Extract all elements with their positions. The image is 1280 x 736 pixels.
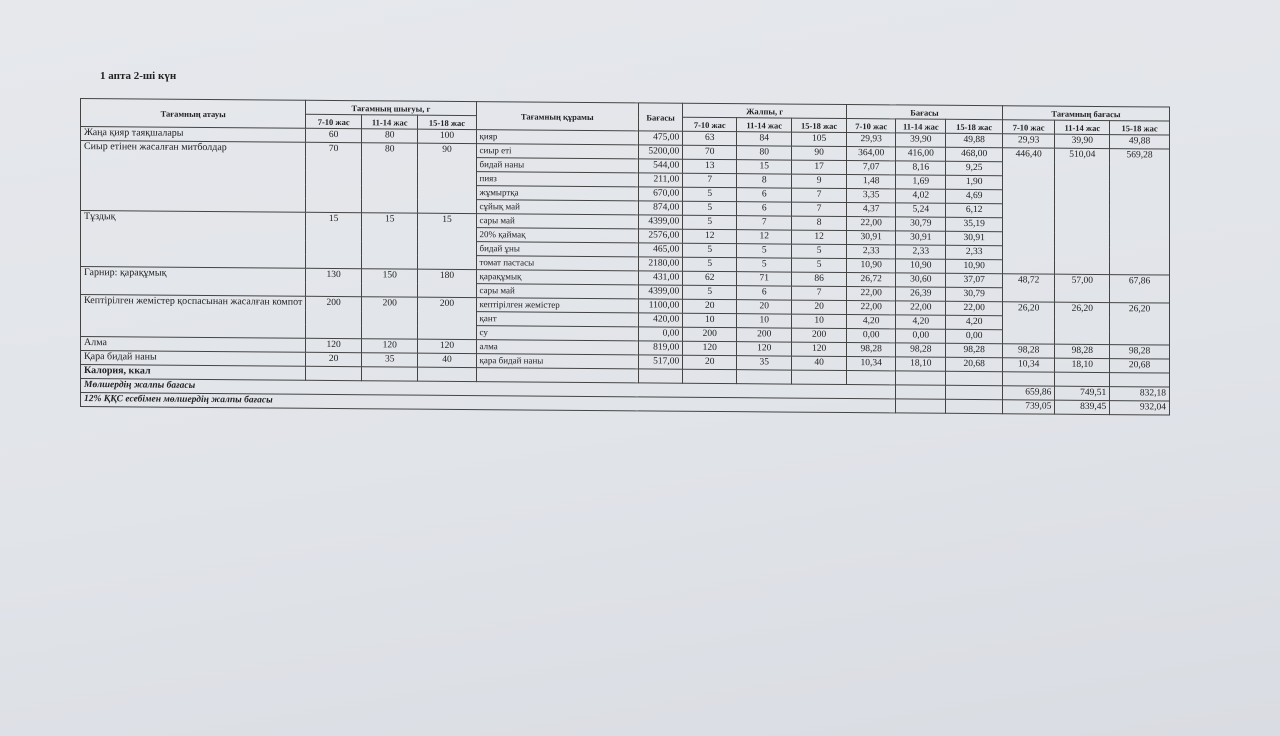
cost-cell: 22,00: [847, 287, 896, 301]
menu-cost-table: [80, 98, 1170, 416]
cost-cell: 22,00: [896, 301, 946, 315]
empty-cell: [896, 399, 946, 413]
cost-cell: 364,00: [847, 147, 896, 161]
cost-cell: 26,72: [847, 273, 896, 287]
grams-cell: 40: [792, 356, 847, 370]
age-header: 7-10 жас: [306, 114, 362, 128]
output-cell: 15: [418, 213, 476, 269]
cost-cell: 98,28: [847, 343, 896, 357]
dish-price-cell: 98,28: [1055, 344, 1110, 358]
ingredient-cell: қияр: [476, 130, 638, 145]
age-header: 7-10 жас: [1002, 120, 1054, 134]
grams-cell: 120: [792, 342, 847, 356]
output-cell: 120: [418, 339, 476, 353]
cost-cell: 9,25: [946, 161, 1003, 175]
grams-cell: 10: [683, 313, 737, 327]
age-header: 7-10 жас: [683, 117, 737, 131]
empty-cell: [946, 371, 1003, 385]
grams-cell: 200: [737, 328, 792, 342]
grams-cell: 5: [683, 187, 737, 201]
page-heading: 1 апта 2-ші күн: [100, 70, 177, 82]
cost-cell: 18,10: [896, 357, 946, 371]
age-header: 15-18 жас: [792, 118, 847, 132]
cost-cell: 30,91: [946, 231, 1003, 245]
cost-cell: 0,00: [896, 329, 946, 343]
ingredient-cell: томат пастасы: [476, 256, 638, 271]
output-cell: 200: [306, 296, 362, 338]
ingredient-cell: қант: [476, 312, 638, 327]
grams-cell: 15: [737, 160, 792, 174]
cost-cell: 98,28: [896, 343, 946, 357]
cost-cell: 4,20: [847, 315, 896, 329]
output-cell: 70: [306, 142, 362, 212]
cost-cell: 30,79: [896, 217, 946, 231]
price-cell: 819,00: [638, 341, 682, 355]
empty-cell: [362, 367, 418, 381]
grams-cell: 6: [737, 286, 792, 300]
age-header: 11-14 жас: [362, 115, 418, 129]
cost-cell: 37,07: [946, 273, 1003, 287]
ingredient-cell: кептірілген жемістер: [476, 298, 638, 313]
grams-cell: 84: [737, 132, 792, 146]
empty-cell: [1110, 373, 1170, 387]
output-cell: 60: [306, 128, 362, 142]
output-cell: 15: [362, 213, 418, 269]
grams-cell: 200: [792, 328, 847, 342]
output-cell: 35: [362, 353, 418, 367]
price-cell: 0,00: [638, 327, 682, 341]
cost-cell: 1,48: [847, 175, 896, 189]
grams-cell: 12: [683, 229, 737, 243]
grams-cell: 17: [792, 160, 847, 174]
total-value-cell: 932,04: [1110, 401, 1170, 415]
empty-cell: [946, 385, 1003, 399]
price-cell: 670,00: [638, 187, 682, 201]
dish-price-cell: 26,20: [1002, 302, 1054, 344]
grams-cell: 5: [683, 285, 737, 299]
age-header: 11-14 жас: [1055, 120, 1110, 134]
ingredient-cell: жұмыртқа: [476, 186, 638, 201]
cost-cell: 22,00: [946, 301, 1003, 315]
cost-cell: 22,00: [847, 217, 896, 231]
dish-name-cell: Сиыр етінен жасалған митболдар: [81, 141, 306, 213]
grams-cell: 8: [792, 216, 847, 230]
empty-cell: [737, 370, 792, 384]
ingredient-cell: бидай наны: [476, 158, 638, 173]
calorie-label: Калория, ккал: [81, 365, 306, 381]
header-dish-price: Тағамның бағасы: [1002, 106, 1169, 121]
price-cell: 544,00: [638, 159, 682, 173]
empty-cell: [306, 366, 362, 380]
cost-cell: 6,12: [946, 203, 1003, 217]
cost-cell: 3,35: [847, 189, 896, 203]
empty-cell: [476, 368, 638, 383]
price-cell: 211,00: [638, 173, 682, 187]
empty-cell: [1055, 372, 1110, 386]
grams-cell: 12: [737, 230, 792, 244]
price-cell: 465,00: [638, 243, 682, 257]
grams-cell: 13: [683, 159, 737, 173]
grams-cell: 10: [792, 314, 847, 328]
grams-cell: 7: [737, 216, 792, 230]
price-cell: 4399,00: [638, 215, 682, 229]
grams-cell: 5: [683, 201, 737, 215]
grams-cell: 70: [683, 145, 737, 159]
output-cell: 200: [362, 297, 418, 339]
cost-cell: 4,20: [946, 315, 1003, 329]
ingredient-cell: сиыр еті: [476, 144, 638, 159]
cost-cell: 30,91: [847, 231, 896, 245]
ingredient-cell: су: [476, 326, 638, 341]
cost-cell: 30,60: [896, 273, 946, 287]
dish-price-cell: 569,28: [1110, 149, 1170, 275]
cost-cell: 20,68: [946, 357, 1003, 371]
age-header: 15-18 жас: [418, 115, 476, 129]
dish-name-cell: Гарнир: қарақұмық: [81, 267, 306, 297]
header-cost: Бағасы: [847, 105, 1003, 120]
dish-name-cell: Жаңа қияр таяқшалары: [81, 127, 306, 143]
grams-cell: 20: [737, 300, 792, 314]
price-cell: 517,00: [638, 355, 682, 369]
grams-cell: 6: [737, 202, 792, 216]
cost-cell: 4,37: [847, 203, 896, 217]
cost-cell: 0,00: [847, 329, 896, 343]
grams-cell: 7: [683, 173, 737, 187]
dish-name-cell: Алма: [81, 337, 306, 353]
grams-cell: 5: [792, 258, 847, 272]
output-cell: 120: [362, 339, 418, 353]
price-cell: 431,00: [638, 271, 682, 285]
cost-cell: 2,33: [896, 245, 946, 259]
empty-cell: [683, 369, 737, 383]
grams-cell: 10: [737, 314, 792, 328]
cost-cell: 2,33: [946, 245, 1003, 259]
grams-cell: 8: [737, 174, 792, 188]
output-cell: 130: [306, 268, 362, 296]
cost-cell: 10,90: [946, 259, 1003, 273]
grams-cell: 7: [792, 188, 847, 202]
dish-price-cell: 67,86: [1110, 275, 1170, 303]
header-total-grams: Жалпы, г: [683, 103, 847, 118]
output-cell: 80: [362, 129, 418, 143]
grams-cell: 5: [792, 244, 847, 258]
output-cell: 150: [362, 269, 418, 297]
grams-cell: 20: [683, 355, 737, 369]
empty-cell: [847, 371, 896, 385]
cost-cell: 7,07: [847, 161, 896, 175]
grams-cell: 105: [792, 132, 847, 146]
grams-cell: 5: [683, 215, 737, 229]
cost-cell: 2,33: [847, 245, 896, 259]
cost-cell: 10,90: [896, 259, 946, 273]
dish-price-cell: 26,20: [1110, 303, 1170, 345]
grams-cell: 90: [792, 146, 847, 160]
grams-cell: 5: [737, 244, 792, 258]
cost-cell: 10,90: [847, 259, 896, 273]
price-cell: 2180,00: [638, 257, 682, 271]
cost-cell: 49,88: [946, 133, 1003, 147]
grams-cell: 7: [792, 202, 847, 216]
dish-name-cell: Тұздық: [81, 211, 306, 269]
cost-cell: 30,79: [946, 287, 1003, 301]
grams-cell: 9: [792, 174, 847, 188]
empty-cell: [946, 399, 1003, 413]
empty-cell: [1002, 372, 1054, 386]
ingredient-cell: бидай ұны: [476, 242, 638, 257]
price-cell: 475,00: [638, 131, 682, 145]
grams-cell: 35: [737, 356, 792, 370]
total-label: 12% ҚҚС есебімен мөлшердің жалпы бағасы: [81, 393, 896, 413]
cost-cell: 416,00: [896, 147, 946, 161]
cost-cell: 5,24: [896, 203, 946, 217]
output-cell: 180: [418, 269, 476, 297]
total-value-cell: 839,45: [1055, 400, 1110, 414]
grams-cell: 20: [792, 300, 847, 314]
ingredient-cell: сары май: [476, 284, 638, 299]
empty-cell: [418, 367, 476, 381]
age-header: 11-14 жас: [896, 119, 946, 133]
age-header: 11-14 жас: [737, 118, 792, 132]
price-cell: 1100,00: [638, 299, 682, 313]
grams-cell: 71: [737, 272, 792, 286]
header-dish-name: Тағамның атауы: [81, 99, 306, 129]
dish-price-cell: 26,20: [1055, 302, 1110, 344]
grams-cell: 5: [737, 258, 792, 272]
ingredient-cell: қара бидай наны: [476, 354, 638, 369]
cost-cell: 4,02: [896, 189, 946, 203]
header-price: Бағасы: [638, 103, 682, 131]
total-label: Мөлшердің жалпы бағасы: [81, 379, 896, 399]
output-cell: 15: [306, 212, 362, 268]
cost-cell: 1,69: [896, 175, 946, 189]
dish-price-cell: 98,28: [1002, 344, 1054, 358]
dish-price-cell: 57,00: [1055, 274, 1110, 302]
dish-name-cell: Кептірілген жемістер қоспасынан жасалған компот: [81, 295, 306, 339]
grams-cell: 7: [792, 286, 847, 300]
total-value-cell: 749,51: [1055, 386, 1110, 400]
total-value-cell: 739,05: [1002, 400, 1054, 414]
cost-cell: 26,39: [896, 287, 946, 301]
dish-price-cell: 18,10: [1055, 358, 1110, 372]
grams-cell: 63: [683, 131, 737, 145]
grams-cell: 120: [737, 342, 792, 356]
grams-cell: 200: [683, 327, 737, 341]
output-cell: 100: [418, 129, 476, 143]
price-cell: 420,00: [638, 313, 682, 327]
ingredient-cell: алма: [476, 340, 638, 355]
cost-cell: 35,19: [946, 217, 1003, 231]
cost-cell: 1,90: [946, 175, 1003, 189]
empty-cell: [792, 370, 847, 384]
cost-cell: 10,34: [847, 357, 896, 371]
ingredient-cell: сұйық май: [476, 200, 638, 215]
cost-cell: 39,90: [896, 133, 946, 147]
ingredient-cell: қарақұмық: [476, 270, 638, 285]
cost-cell: 30,91: [896, 231, 946, 245]
grams-cell: 80: [737, 146, 792, 160]
empty-cell: [896, 371, 946, 385]
cost-cell: 0,00: [946, 329, 1003, 343]
dish-price-cell: 446,40: [1002, 148, 1054, 274]
cost-cell: 8,16: [896, 161, 946, 175]
price-cell: 2576,00: [638, 229, 682, 243]
cost-cell: 468,00: [946, 147, 1003, 161]
dish-price-cell: 10,34: [1002, 358, 1054, 372]
dish-name-cell: Қара бидай наны: [81, 351, 306, 367]
price-cell: 5200,00: [638, 145, 682, 159]
cost-cell: 4,69: [946, 189, 1003, 203]
ingredient-cell: пияз: [476, 172, 638, 187]
empty-cell: [638, 369, 682, 383]
grams-cell: 20: [683, 299, 737, 313]
price-cell: 874,00: [638, 201, 682, 215]
dish-price-cell: 20,68: [1110, 359, 1170, 373]
header-output: Тағамның шығуы, г: [306, 100, 476, 115]
header-composition: Тағамның құрамы: [476, 102, 638, 131]
grams-cell: 62: [683, 271, 737, 285]
ingredient-cell: сары май: [476, 214, 638, 229]
total-value-cell: 832,18: [1110, 387, 1170, 401]
grams-cell: 5: [683, 243, 737, 257]
dish-price-cell: 510,04: [1055, 148, 1110, 274]
age-header: 15-18 жас: [946, 119, 1003, 133]
dish-price-cell: 48,72: [1002, 274, 1054, 302]
age-header: 15-18 жас: [1110, 121, 1170, 135]
grams-cell: 120: [683, 341, 737, 355]
cost-cell: 98,28: [946, 343, 1003, 357]
dish-price-cell: 29,93: [1002, 134, 1054, 148]
ingredient-cell: 20% қаймақ: [476, 228, 638, 243]
grams-cell: 86: [792, 272, 847, 286]
output-cell: 40: [418, 353, 476, 367]
dish-price-cell: 49,88: [1110, 135, 1170, 149]
grams-cell: 6: [737, 188, 792, 202]
output-cell: 120: [306, 338, 362, 352]
cost-cell: 4,20: [896, 315, 946, 329]
output-cell: 80: [362, 143, 418, 213]
empty-cell: [896, 385, 946, 399]
total-value-cell: 659,86: [1002, 386, 1054, 400]
cost-cell: 29,93: [847, 133, 896, 147]
dish-price-cell: 39,90: [1055, 134, 1110, 148]
table-body: [81, 127, 1170, 416]
output-cell: 20: [306, 352, 362, 366]
dish-price-cell: 98,28: [1110, 345, 1170, 359]
output-cell: 90: [418, 143, 476, 213]
output-cell: 200: [418, 297, 476, 339]
price-cell: 4399,00: [638, 285, 682, 299]
grams-cell: 12: [792, 230, 847, 244]
cost-cell: 22,00: [847, 301, 896, 315]
grams-cell: 5: [683, 257, 737, 271]
age-header: 7-10 жас: [847, 119, 896, 133]
